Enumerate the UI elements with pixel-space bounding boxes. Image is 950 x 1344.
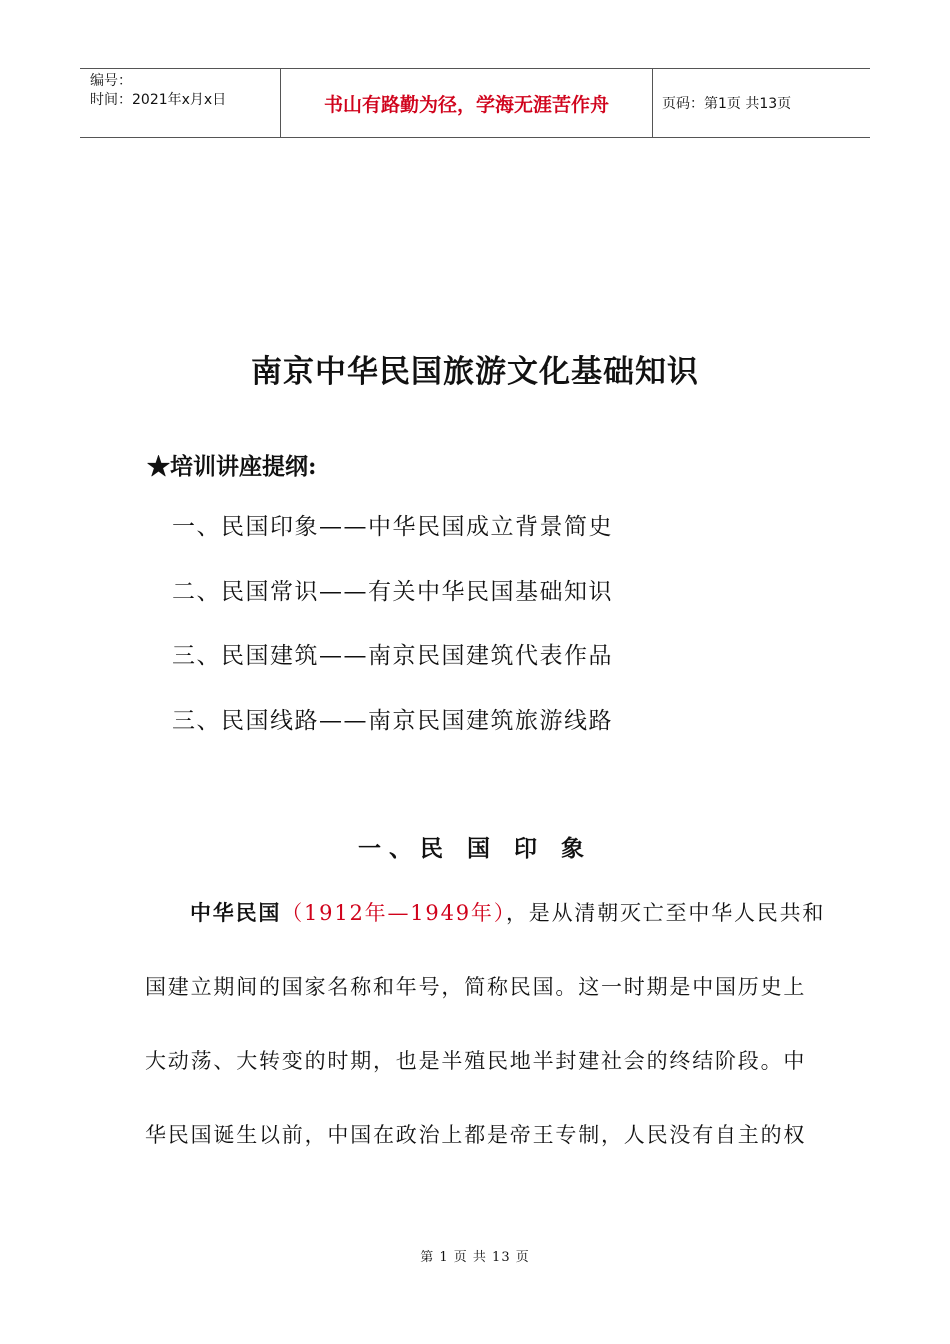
paragraph-line-4: 华民国诞生以前，中国在政治上都是帝王专制，人民没有自主的权	[145, 1123, 807, 1147]
header-page-info: 页码：第1页 共13页	[662, 96, 792, 112]
paragraph-line-3: 大动荡、大转变的时期，也是半殖民地半封建社会的终结阶段。中	[145, 1049, 807, 1073]
page-header	[80, 68, 870, 138]
header-time-label: 时间：2021年x月x日	[90, 92, 227, 108]
section-heading: 一、民 国 印 象	[357, 835, 593, 862]
paragraph-text: ，是从清朝灭亡至中华人民共和	[506, 901, 826, 925]
paragraph-term: 中华民国	[190, 900, 282, 925]
paragraph-date-range: （1912年—1949年）	[281, 901, 506, 925]
outline-heading: ★培训讲座提纲:	[147, 453, 317, 480]
header-meta-cell	[80, 69, 281, 137]
document-title: 南京中华民国旅游文化基础知识	[251, 354, 699, 390]
header-motto: 书山有路勤为径，学海无涯苦作舟	[281, 69, 653, 137]
outline-item: 三、民国线路——南京民国建筑旅游线路	[172, 707, 613, 734]
outline-item: 三、民国建筑——南京民国建筑代表作品	[172, 643, 613, 669]
header-number-label: 编号：	[90, 73, 132, 89]
page-footer: 第 1 页 共 13 页	[420, 1250, 530, 1265]
paragraph-line-1	[190, 897, 826, 927]
outline-item: 一、民国印象——中华民国成立背景简史	[172, 514, 613, 540]
paragraph-line-2: 国建立期间的国家名称和年号，简称民国。这一时期是中国历史上	[145, 975, 807, 999]
outline-item: 二、民国常识——有关中华民国基础知识	[172, 578, 613, 605]
outline-list	[172, 508, 613, 766]
